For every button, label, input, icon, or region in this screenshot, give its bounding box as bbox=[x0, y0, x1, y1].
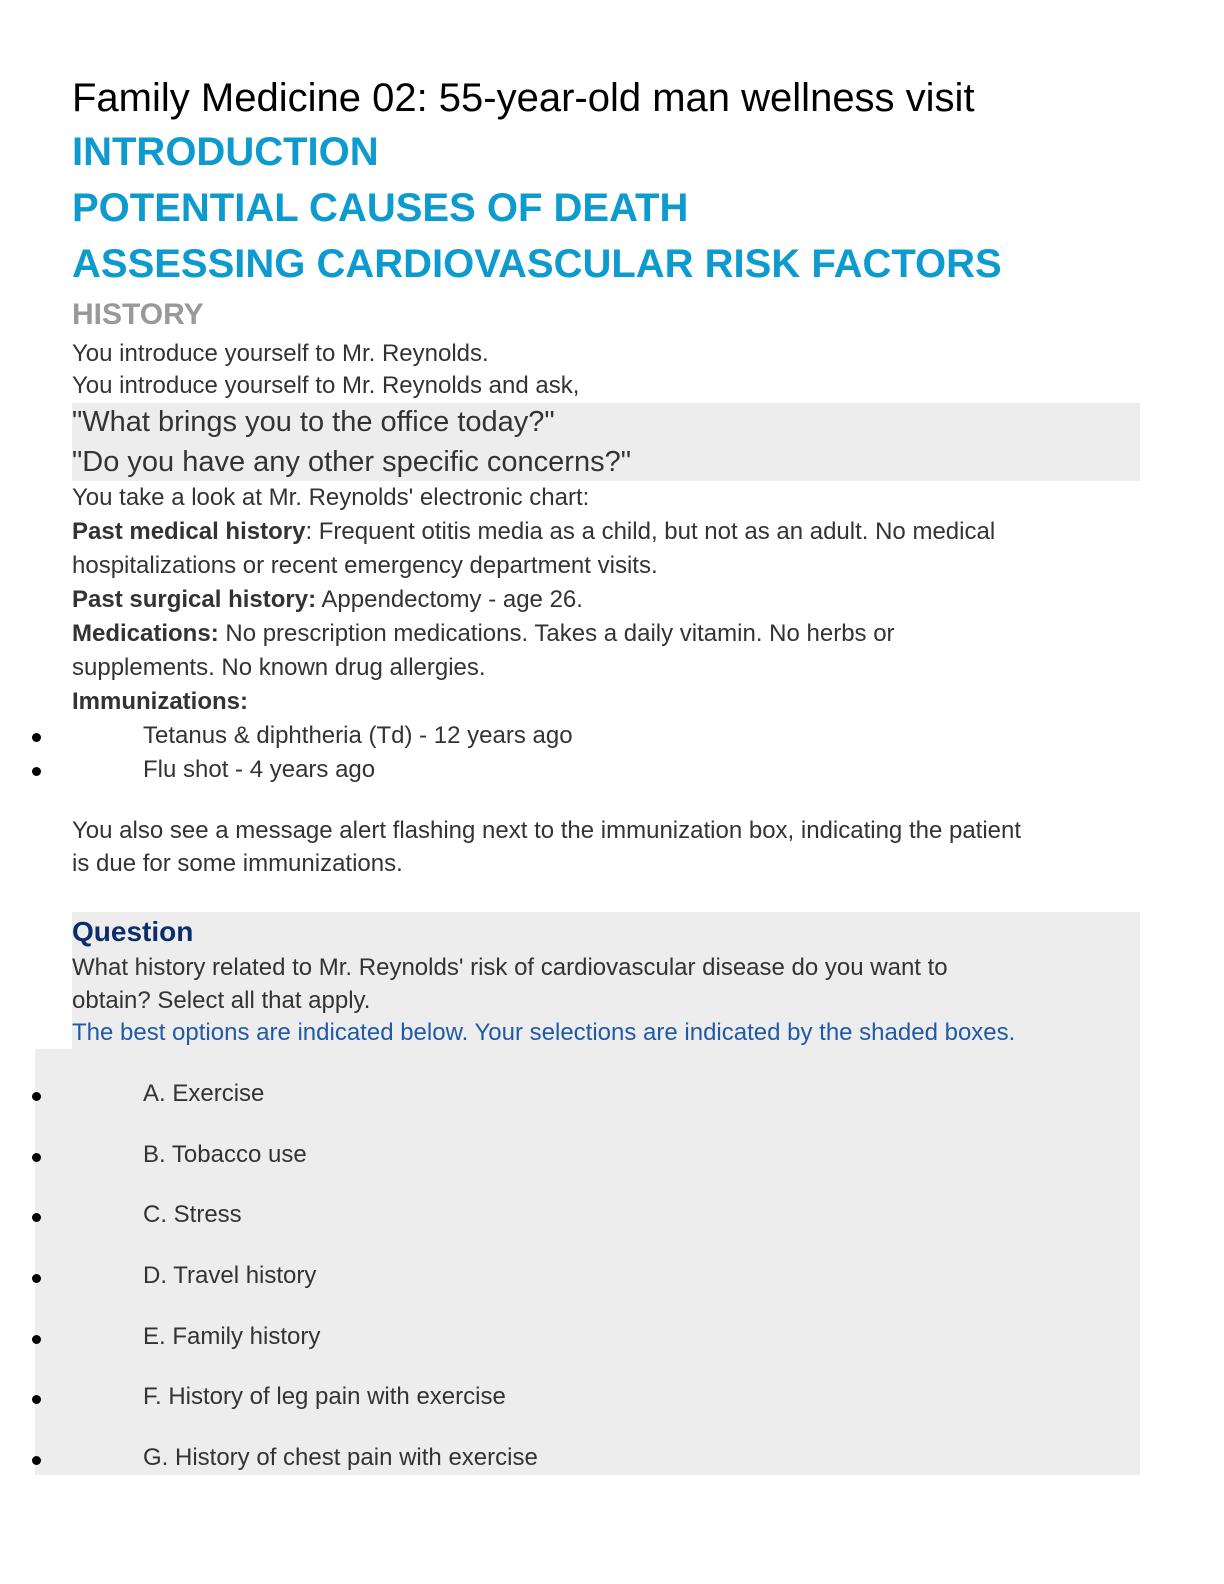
immunization-alert-continued: is due for some immunizations. bbox=[72, 850, 403, 877]
chart-intro: You take a look at Mr. Reynolds' electronic chart: bbox=[72, 484, 590, 511]
psh-text: Appendectomy - age 26. bbox=[316, 586, 583, 613]
medications bbox=[72, 617, 895, 651]
pmh-label: Past medical history bbox=[72, 518, 306, 545]
document-title: Family Medicine 02: 55-year-old man wellness visit bbox=[72, 76, 975, 120]
section-heading-introduction: INTRODUCTION bbox=[72, 130, 379, 174]
option-g-chest-pain[interactable]: G. History of chest pain with exercise bbox=[143, 1444, 538, 1471]
bullet-icon bbox=[32, 733, 41, 742]
bullet-icon bbox=[32, 767, 41, 776]
bullet-icon bbox=[32, 1213, 41, 1222]
past-surgical-history bbox=[72, 583, 583, 617]
quoted-question: "What brings you to the office today?" bbox=[72, 406, 555, 438]
section-heading-potential-causes-of-death: POTENTIAL CAUSES OF DEATH bbox=[72, 186, 689, 230]
meds-text: No prescription medications. Takes a daily vitamin. No herbs or bbox=[218, 620, 895, 647]
pmh-text-continued: hospitalizations or recent emergency department visits. bbox=[72, 552, 658, 579]
immunizations-label: Immunizations: bbox=[72, 688, 249, 715]
pmh-text: : Frequent otitis media as a child, but not as an adult. No medical bbox=[305, 518, 996, 545]
meds-text-continued: supplements. No known drug allergies. bbox=[72, 654, 486, 681]
meds-label: Medications: bbox=[72, 620, 219, 647]
psh-label: Past surgical history: bbox=[72, 586, 317, 613]
bullet-icon bbox=[32, 1456, 41, 1465]
question-heading: Question bbox=[72, 916, 194, 947]
bullet-icon bbox=[32, 1092, 41, 1101]
option-e-family-history[interactable]: E. Family history bbox=[143, 1323, 321, 1350]
bullet-icon bbox=[32, 1335, 41, 1344]
intro-line: You introduce yourself to Mr. Reynolds. bbox=[72, 340, 489, 367]
bullet-icon bbox=[32, 1395, 41, 1404]
past-medical-history bbox=[72, 515, 995, 549]
option-a-exercise[interactable]: A. Exercise bbox=[143, 1080, 265, 1107]
bullet-icon bbox=[32, 1153, 41, 1162]
bullet-icon bbox=[32, 1274, 41, 1283]
question-prompt-continued: obtain? Select all that apply. bbox=[72, 987, 371, 1014]
intro-line: You introduce yourself to Mr. Reynolds and ask, bbox=[72, 372, 580, 399]
option-d-travel-history[interactable]: D. Travel history bbox=[143, 1262, 317, 1289]
question-prompt: What history related to Mr. Reynolds' risk of cardiovascular disease do you want to bbox=[72, 954, 948, 981]
answer-note: The best options are indicated below. Your selections are indicated by the shaded boxes. bbox=[72, 1019, 1016, 1046]
section-heading-assessing-cv-risk: ASSESSING CARDIOVASCULAR RISK FACTORS bbox=[72, 242, 1002, 286]
subsection-heading-history: HISTORY bbox=[72, 298, 204, 331]
immunization-item: Flu shot - 4 years ago bbox=[143, 756, 376, 783]
immunization-item: Tetanus & diphtheria (Td) - 12 years ago bbox=[143, 722, 573, 749]
immunization-alert: You also see a message alert flashing next to the immunization box, indicating the patient bbox=[72, 817, 1022, 844]
option-c-stress[interactable]: C. Stress bbox=[143, 1201, 242, 1228]
option-f-leg-pain[interactable]: F. History of leg pain with exercise bbox=[143, 1383, 506, 1410]
option-b-tobacco-use[interactable]: B. Tobacco use bbox=[143, 1141, 307, 1168]
quoted-question: "Do you have any other specific concerns?" bbox=[72, 446, 632, 478]
